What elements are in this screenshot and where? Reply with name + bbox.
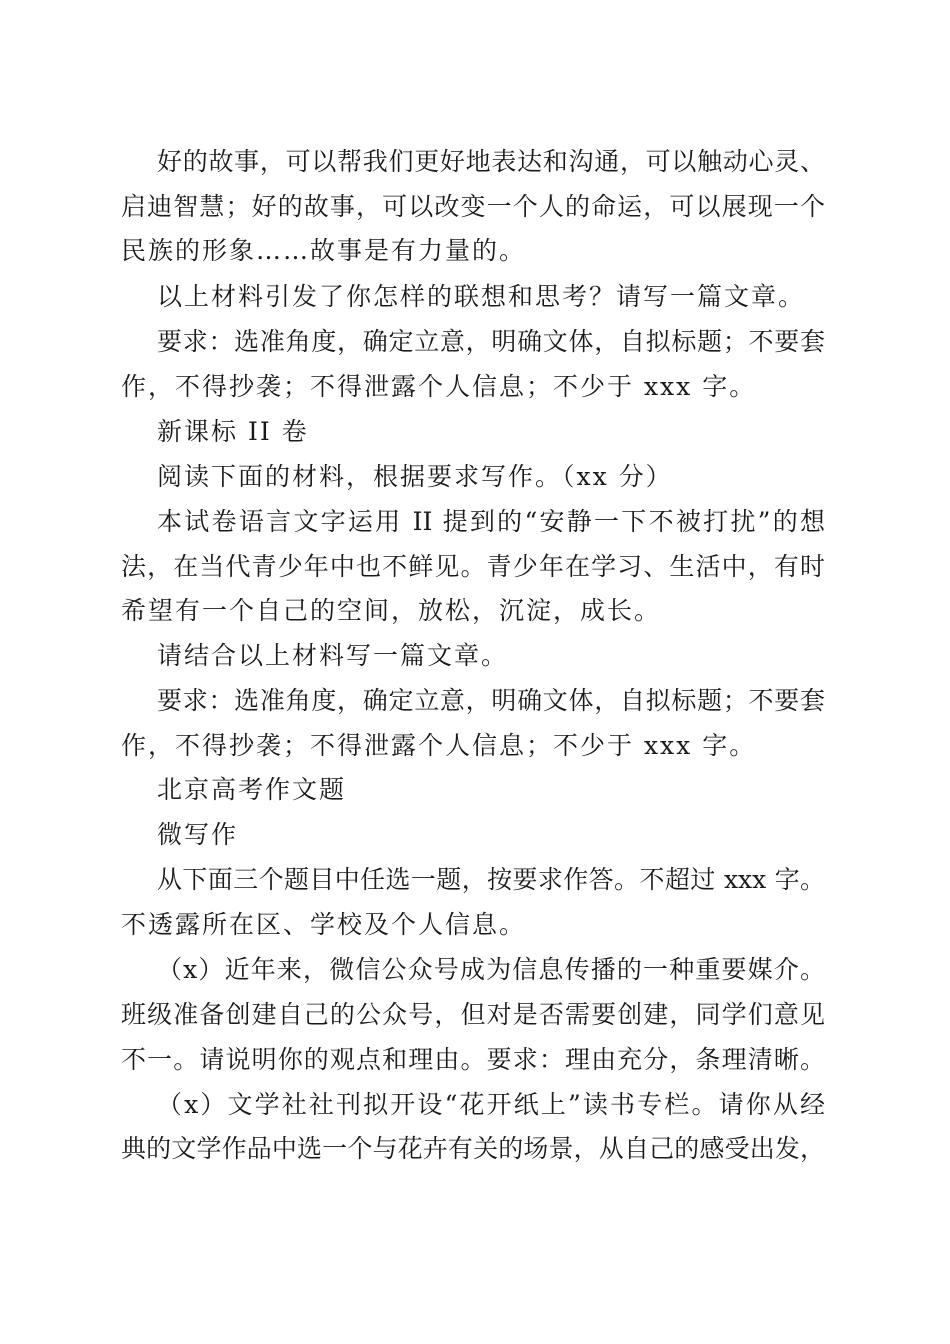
text-line: 不一。请说明你的观点和理由。要求：理由充分，条理清晰。 [121,1045,825,1074]
text-line: 好的故事，可以帮我们更好地表达和沟通，可以触动心灵、 [157,147,825,176]
text-line: 民族的形象……故事是有力量的。 [121,236,527,265]
text-line: 作，不得抄袭；不得泄露个人信息；不少于 xxx 字。 [121,731,757,760]
text-line: 作，不得抄袭；不得泄露个人信息；不少于 xxx 字。 [121,372,757,401]
text-line: 典的文学作品中选一个与花卉有关的场景，从自己的感受出发， [121,1134,825,1163]
text-line: 班级准备创建自己的公众号，但对是否需要创建，同学们意见 [121,1000,825,1029]
section-heading: 新课标 II 卷 [157,417,309,446]
text-line: （x）文学社社刊拟开设“花开纸上”读书专栏。请你从经 [157,1090,825,1119]
text-line: 启迪智慧；好的故事，可以改变一个人的命运，可以展现一个 [121,192,825,221]
text-line: 本试卷语言文字运用 II 提到的“安静一下不被打扰”的想 [157,507,825,536]
text-line: 以上材料引发了你怎样的联想和思考？请写一篇文章。 [157,282,806,311]
text-line: 要求：选准角度，确定立意，明确文体，自拟标题；不要套 [157,686,825,715]
text-line: 不透露所在区、学校及个人信息。 [121,910,527,939]
text-line: 要求：选准角度，确定立意，明确文体，自拟标题；不要套 [157,327,825,356]
text-line: 法，在当代青少年中也不鲜见。青少年在学习、生活中，有时 [121,552,825,581]
text-line: （x）近年来，微信公众号成为信息传播的一种重要媒介。 [157,955,825,984]
text-line: 请结合以上材料写一篇文章。 [157,641,509,670]
section-heading: 微写作 [157,820,239,849]
text-line: 希望有一个自己的空间，放松，沉淀，成长。 [121,596,662,625]
text-line: 从下面三个题目中任选一题，按要求作答。不超过 xxx 字。 [157,865,825,894]
text-line: 阅读下面的材料，根据要求写作。（xx 分） [157,462,673,491]
section-heading: 北京高考作文题 [157,775,347,804]
